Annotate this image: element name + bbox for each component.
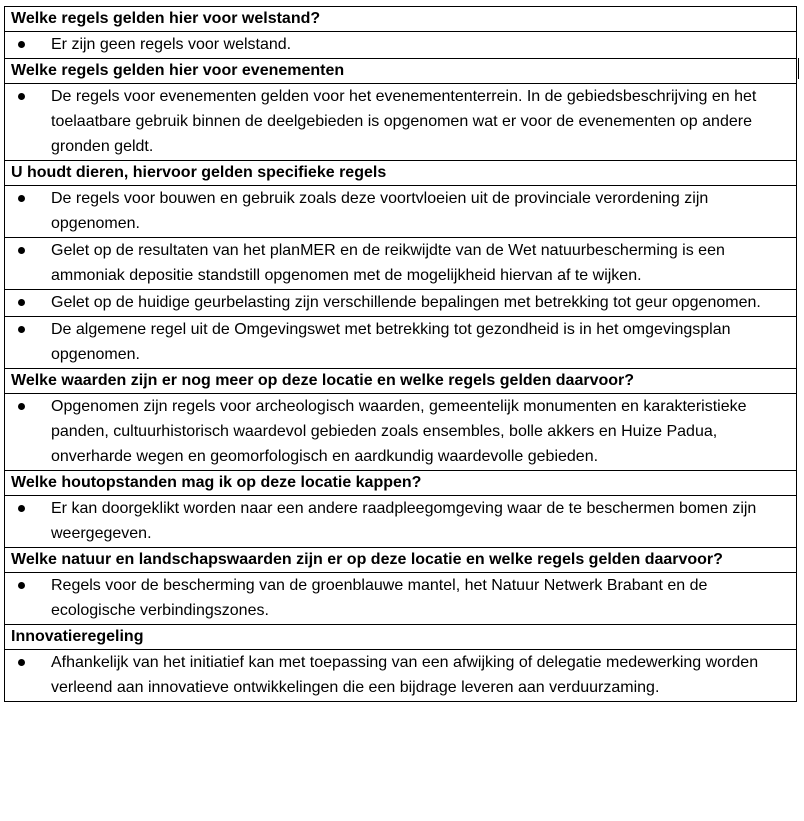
bullet-item xyxy=(5,32,796,58)
bullet-row xyxy=(5,650,797,702)
section-heading-row xyxy=(5,59,797,84)
bullet-dot-icon xyxy=(5,496,51,521)
bullet-dot-icon xyxy=(5,84,51,109)
bullet-dot-icon xyxy=(5,238,51,263)
rules-table xyxy=(4,6,797,702)
bullet-dot-icon xyxy=(5,32,51,57)
bullet-dot-icon xyxy=(5,290,51,315)
bullet-text: Regels voor de bescherming van de groenblauwe mantel, het Natuur Netwerk Brabant en de ecologische verbindingszones. xyxy=(51,577,708,619)
bullet-row xyxy=(5,317,797,369)
section-heading: Welke houtopstanden mag ik op deze locatie kappen? xyxy=(5,471,797,496)
section-heading-row xyxy=(5,625,797,650)
bullet-dot-icon xyxy=(5,573,51,598)
bullet-text: De regels voor bouwen en gebruik zoals deze voortvloeien uit de provinciale verordening zijn opgenomen. xyxy=(51,190,709,232)
section-heading: Welke waarden zijn er nog meer op deze locatie en welke regels gelden daarvoor? xyxy=(5,369,797,394)
edge-tick-mark xyxy=(798,58,799,79)
bullet-item xyxy=(5,290,796,316)
section-heading: Welke regels gelden hier voor welstand? xyxy=(5,7,797,32)
bullet-dot-icon xyxy=(5,186,51,211)
bullet-cell xyxy=(5,290,797,317)
bullet-text: De algemene regel uit de Omgevingswet met betrekking tot gezondheid is in het omgevingsplan opgenomen. xyxy=(51,321,731,363)
bullet-cell xyxy=(5,496,797,548)
bullet-item xyxy=(5,317,796,368)
bullet-text: Gelet op de resultaten van het planMER en de reikwijdte van de Wet natuurbescherming is een ammoniak depositie standstill opgenomen met de mogelijkheid hiervan af te wijken. xyxy=(51,242,725,284)
rules-table-body xyxy=(5,7,797,702)
bullet-cell xyxy=(5,394,797,471)
bullet-row xyxy=(5,496,797,548)
bullet-text: Gelet op de huidige geurbelasting zijn verschillende bepalingen met betrekking tot geur opgenomen. xyxy=(51,294,761,311)
bullet-cell xyxy=(5,238,797,290)
bullet-row xyxy=(5,84,797,161)
bullet-row xyxy=(5,573,797,625)
section-heading-row xyxy=(5,7,797,32)
bullet-text: Er zijn geen regels voor welstand. xyxy=(51,36,292,53)
bullet-item xyxy=(5,573,796,624)
section-heading-row xyxy=(5,548,797,573)
bullet-cell xyxy=(5,650,797,702)
bullet-cell xyxy=(5,317,797,369)
section-heading-row xyxy=(5,161,797,186)
section-heading-row xyxy=(5,369,797,394)
bullet-item xyxy=(5,238,796,289)
section-heading-row xyxy=(5,471,797,496)
bullet-text: Er kan doorgeklikt worden naar een andere raadpleegomgeving waar de te beschermen bomen zijn weergegeven. xyxy=(51,500,757,542)
bullet-row xyxy=(5,394,797,471)
section-heading: U houdt dieren, hiervoor gelden specifieke regels xyxy=(5,161,797,186)
bullet-cell xyxy=(5,186,797,238)
bullet-cell xyxy=(5,573,797,625)
bullet-row xyxy=(5,32,797,59)
bullet-item xyxy=(5,84,796,160)
bullet-item xyxy=(5,186,796,237)
bullet-dot-icon xyxy=(5,394,51,419)
bullet-item xyxy=(5,394,796,470)
section-heading: Innovatieregeling xyxy=(5,625,797,650)
bullet-dot-icon xyxy=(5,650,51,675)
section-heading: Welke regels gelden hier voor evenementen xyxy=(5,59,797,84)
section-heading: Welke natuur en landschapswaarden zijn er op deze locatie en welke regels gelden daarvoor? xyxy=(5,548,797,573)
bullet-text: Afhankelijk van het initiatief kan met toepassing van een afwijking of delegatie medewerking worden verleend aan innovatieve ontwikkelingen die een bijdrage leveren aan verduurzaming. xyxy=(51,654,759,696)
bullet-item xyxy=(5,650,796,701)
bullet-cell xyxy=(5,84,797,161)
bullet-text: Opgenomen zijn regels voor archeologisch waarden, gemeentelijk monumenten en karakteristieke panden, cultuurhistorisch waardevol gebieden zoals ensembles, bolle akkers en Huize Padua, onverharde wegen en geomorfologisch en aardkundig waardevolle gebieden. xyxy=(51,398,747,465)
bullet-dot-icon xyxy=(5,317,51,342)
bullet-row xyxy=(5,290,797,317)
bullet-text: De regels voor evenementen gelden voor het evenemententerrein. In de gebiedsbeschrijving en het toelaatbare gebruik binnen de deelgebieden is opgenomen wat er voor de evenementen op andere gronden geldt. xyxy=(51,88,757,155)
bullet-row xyxy=(5,238,797,290)
bullet-cell xyxy=(5,32,797,59)
bullet-item xyxy=(5,496,796,547)
bullet-row xyxy=(5,186,797,238)
